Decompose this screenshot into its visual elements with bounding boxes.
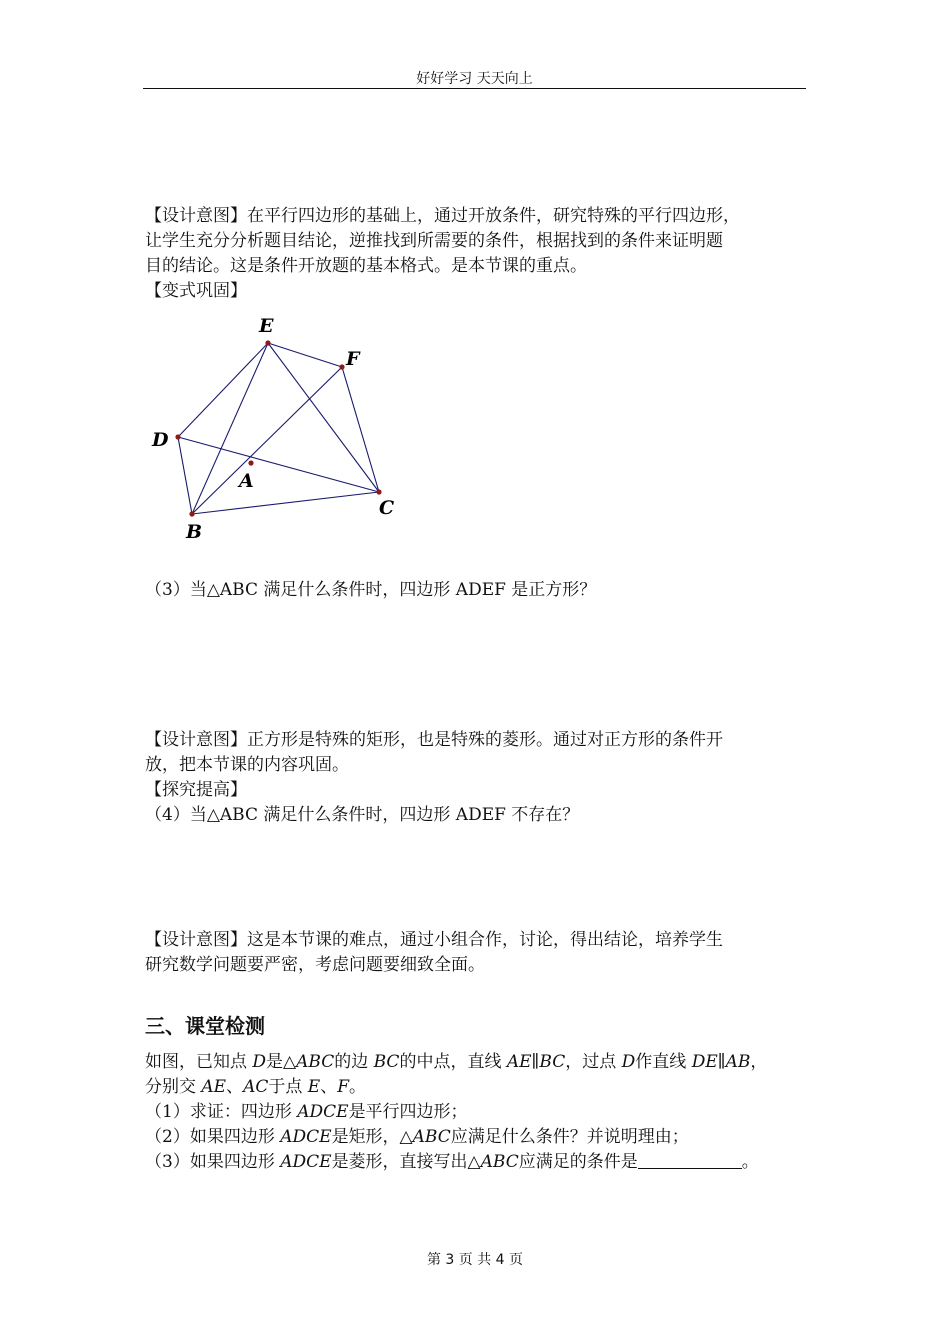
point-B — [189, 511, 194, 516]
text-line: 放，把本节课的内容巩固。 — [145, 755, 349, 775]
segment-EC — [268, 343, 379, 492]
text-run: AE — [201, 1077, 227, 1097]
text-run: 。 — [741, 1152, 759, 1172]
text-run: ABC — [412, 1127, 451, 1147]
answer-blank[interactable] — [638, 1150, 742, 1169]
question-3 — [145, 578, 813, 603]
text-line: （4）当△ABC 满足什么条件时，四边形 ADEF 不存在？ — [145, 805, 580, 825]
page-footer: 第 3 页 共 4 页 — [426, 1252, 524, 1268]
text-run: （1）求证：四边形 — [145, 1102, 298, 1122]
text-line: 【设计意图】正方形是特殊的矩形，也是特殊的菱形。通过对正方形的条件开 — [145, 730, 723, 750]
text-run: AB — [725, 1052, 751, 1072]
point-D — [175, 434, 180, 439]
problem-line-5 — [145, 1150, 813, 1175]
text-line: （3）当△ABC 满足什么条件时，四边形 ADEF 是正方形？ — [145, 580, 597, 600]
segment-BF — [192, 367, 342, 514]
point-E — [265, 340, 270, 345]
segment-BE — [192, 343, 268, 514]
problem-block — [145, 1050, 813, 1175]
text-line: 【设计意图】在平行四边形的基础上，通过开放条件，研究特殊的平行四边形， — [145, 206, 740, 226]
text-run: BC — [539, 1052, 566, 1072]
text-run: BC — [373, 1052, 400, 1072]
label-F: F — [346, 348, 360, 370]
design-intent-1 — [145, 204, 813, 304]
text-run: ， — [750, 1052, 768, 1072]
problem-line-1 — [145, 1050, 813, 1075]
text-run: 是△ — [266, 1052, 297, 1072]
text-run: 的中点，直线 — [399, 1052, 507, 1072]
geometry-diagram — [140, 310, 420, 550]
point-F — [339, 364, 344, 369]
problem-line-3 — [145, 1100, 813, 1125]
label-C: C — [379, 497, 395, 519]
text-run: ADCE — [280, 1152, 332, 1172]
text-run: E — [307, 1077, 321, 1097]
segment-DB — [178, 437, 192, 514]
segment-DC — [178, 437, 379, 492]
section-title: 三、课堂检测 — [145, 1014, 265, 1038]
text-run: AE — [506, 1052, 532, 1072]
problem-line-2 — [145, 1075, 813, 1100]
text-run: 应满足什么条件？并说明理由； — [450, 1127, 689, 1147]
text-run: 作直线 — [635, 1052, 692, 1072]
text-run: 是菱形，直接写出△ — [331, 1152, 481, 1172]
page-header: 好好学习 天天向上 — [416, 71, 533, 87]
text-line: 【设计意图】这是本节课的难点，通过小组合作，讨论，得出结论，培养学生 — [145, 930, 723, 950]
text-run: 、 — [320, 1077, 338, 1097]
text-run: 、 — [226, 1077, 244, 1097]
geometry-figure — [140, 310, 420, 550]
label-E: E — [259, 315, 274, 337]
text-run: 是矩形，△ — [331, 1127, 413, 1147]
text-run: ABC — [296, 1052, 335, 1072]
text-run: ，过点 — [565, 1052, 622, 1072]
label-D: D — [152, 429, 169, 451]
text-run: ADCE — [280, 1127, 332, 1147]
text-run: ∥ — [717, 1052, 726, 1072]
text-run: （3）如果四边形 — [145, 1152, 281, 1172]
header-rule — [143, 88, 806, 89]
segment-EF — [268, 343, 342, 367]
text-run: 于点 — [268, 1077, 308, 1097]
segment-FC — [342, 367, 379, 492]
text-run: AC — [243, 1077, 269, 1097]
design-intent-2 — [145, 728, 813, 828]
text-line: 让学生充分分析题目结论，逆推找到所需要的条件，根据找到的条件来证明题 — [145, 231, 723, 251]
text-run: （2）如果四边形 — [145, 1127, 281, 1147]
text-line: 研究数学问题要严密，考虑问题要细致全面。 — [145, 955, 485, 975]
text-run: 分别交 — [145, 1077, 202, 1097]
heading-tanjiu: 【探究提高】 — [145, 780, 247, 800]
text-run: D — [621, 1052, 636, 1072]
text-run: 应满足的条件是 — [518, 1152, 638, 1172]
text-run: F — [337, 1077, 350, 1097]
label-A: A — [239, 470, 254, 492]
segment-BC — [192, 492, 379, 514]
text-run: ABC — [480, 1152, 519, 1172]
text-run: 如图，已知点 — [145, 1052, 253, 1072]
text-run: D — [252, 1052, 267, 1072]
design-intent-3 — [145, 928, 813, 978]
text-run: ADCE — [297, 1102, 349, 1122]
text-run: ∥ — [531, 1052, 540, 1072]
text-run: DE — [691, 1052, 718, 1072]
problem-line-4 — [145, 1125, 813, 1150]
point-C — [376, 489, 381, 494]
text-run: 是平行四边形； — [348, 1102, 468, 1122]
text-line: 目的结论。这是条件开放题的基本格式。是本节课的重点。 — [145, 256, 587, 276]
text-run: 的边 — [334, 1052, 374, 1072]
text-run: 。 — [349, 1077, 367, 1097]
label-B: B — [186, 521, 203, 543]
segment-DE — [178, 343, 268, 437]
point-A — [248, 460, 253, 465]
heading-bianshi: 【变式巩固】 — [145, 281, 247, 301]
